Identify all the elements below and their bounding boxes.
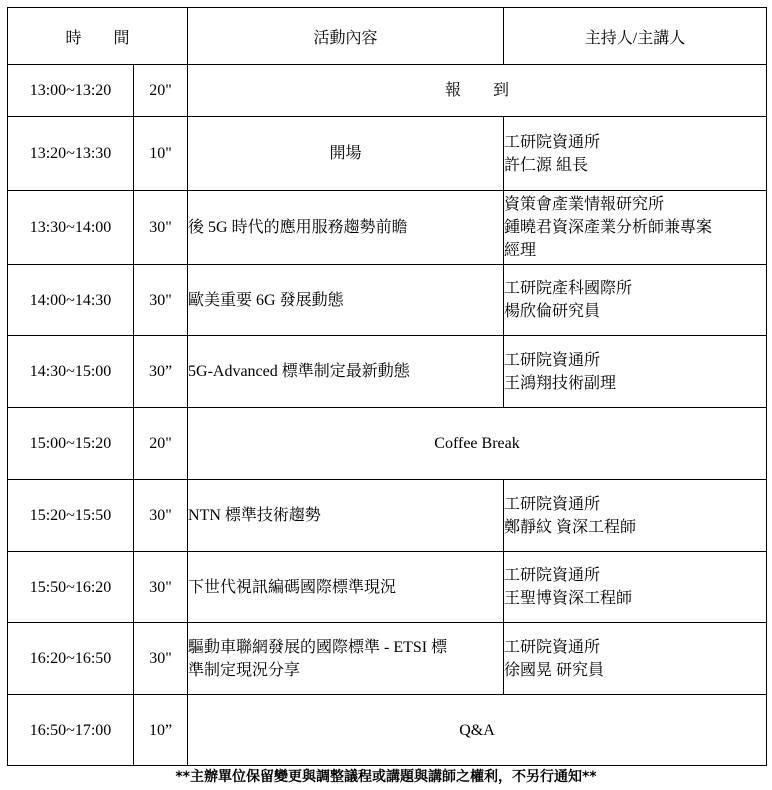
host-name: 徐國晃 研究員 <box>504 661 605 679</box>
time-cell: 16:50~17:00 <box>8 695 134 766</box>
time-cell: 15:20~15:50 <box>8 480 134 552</box>
host-name: 王聖博資深工程師 <box>504 590 633 607</box>
agenda-row <box>8 117 767 191</box>
agenda-row <box>8 552 767 623</box>
time-cell: 15:50~16:20 <box>8 552 134 623</box>
time-header: 時 間 <box>8 8 188 65</box>
duration-cell: 20" <box>134 408 188 480</box>
host-org: 工研院資通所 <box>504 495 601 513</box>
time-cell: 15:00~15:20 <box>8 408 134 480</box>
host-name: 鍾曉君資深產業分析師兼專案 <box>504 219 713 236</box>
host-org: 工研院資通所 <box>504 567 601 584</box>
duration-cell: 30" <box>134 623 188 695</box>
duration-cell: 20" <box>134 65 188 117</box>
host-name: 鄭靜紋 資深工程師 <box>504 518 637 536</box>
host-cell <box>504 191 767 265</box>
time-cell: 13:30~14:00 <box>8 191 134 265</box>
host-cell <box>504 623 767 695</box>
host-org: 工研院資通所 <box>504 351 601 369</box>
time-cell: 13:00~13:20 <box>8 65 134 117</box>
host-name: 王鴻翔技術副理 <box>504 374 617 392</box>
activity-cell <box>188 623 504 695</box>
activity-header: 活動內容 <box>188 8 504 65</box>
host-cell <box>504 480 767 552</box>
activity-cell <box>188 480 504 552</box>
host-cell <box>504 336 767 408</box>
agenda-row <box>8 408 767 480</box>
duration-cell: 30” <box>134 336 188 408</box>
duration-cell: 30" <box>134 552 188 623</box>
activity-cell: Q&A <box>188 695 767 766</box>
duration-cell: 30" <box>134 265 188 336</box>
header-row <box>8 8 767 65</box>
duration-cell: 30" <box>134 480 188 552</box>
time-cell: 16:20~16:50 <box>8 623 134 695</box>
agenda-row <box>8 336 767 408</box>
agenda-table <box>7 7 767 766</box>
host-cell <box>504 552 767 623</box>
host-org: 工研院資通所 <box>504 133 601 151</box>
host-org: 資策會產業情報研究所 <box>504 196 665 213</box>
activity-line: 驅動車聯網發展的國際標準 - ETSI 標 <box>188 638 448 656</box>
activity-line: 下世代視訊編碼國際標準現況 <box>188 578 397 596</box>
activity-line: 5G-Advanced 標準制定最新動態 <box>188 363 410 380</box>
host-name: 楊欣倫研究員 <box>504 303 601 320</box>
agenda-row <box>8 65 767 117</box>
agenda-row <box>8 265 767 336</box>
activity-cell: 開場 <box>188 117 504 191</box>
activity-cell: 報 到 <box>188 65 767 117</box>
host-cell <box>504 265 767 336</box>
activity-line: 準制定現況分享 <box>188 661 301 679</box>
activity-line: 歐美重要 6G 發展動態 <box>188 291 344 309</box>
host-name: 許仁源 組長 <box>504 156 589 174</box>
host-org: 工研院資通所 <box>504 638 601 656</box>
activity-line: 後 5G 時代的應用服務趨勢前瞻 <box>188 219 408 236</box>
agenda-row <box>8 695 767 766</box>
agenda-row <box>8 623 767 695</box>
footnote: **主辦單位保留變更與調整議程或講題與講師之權利，不另行通知** <box>175 769 597 785</box>
host-org: 工研院產科國際所 <box>504 280 633 297</box>
activity-cell <box>188 552 504 623</box>
time-cell: 14:30~15:00 <box>8 336 134 408</box>
agenda-row <box>8 480 767 552</box>
duration-cell: 10” <box>134 695 188 766</box>
activity-cell <box>188 265 504 336</box>
host-header: 主持人/主講人 <box>504 8 767 65</box>
activity-cell: Coffee Break <box>188 408 767 480</box>
activity-cell <box>188 336 504 408</box>
host-name-cont: 經理 <box>504 242 537 259</box>
time-cell: 14:00~14:30 <box>8 265 134 336</box>
activity-line: NTN 標準技術趨勢 <box>188 507 321 524</box>
time-cell: 13:20~13:30 <box>8 117 134 191</box>
host-cell <box>504 117 767 191</box>
activity-cell <box>188 191 504 265</box>
duration-cell: 10" <box>134 117 188 191</box>
duration-cell: 30" <box>134 191 188 265</box>
agenda-row <box>8 191 767 265</box>
